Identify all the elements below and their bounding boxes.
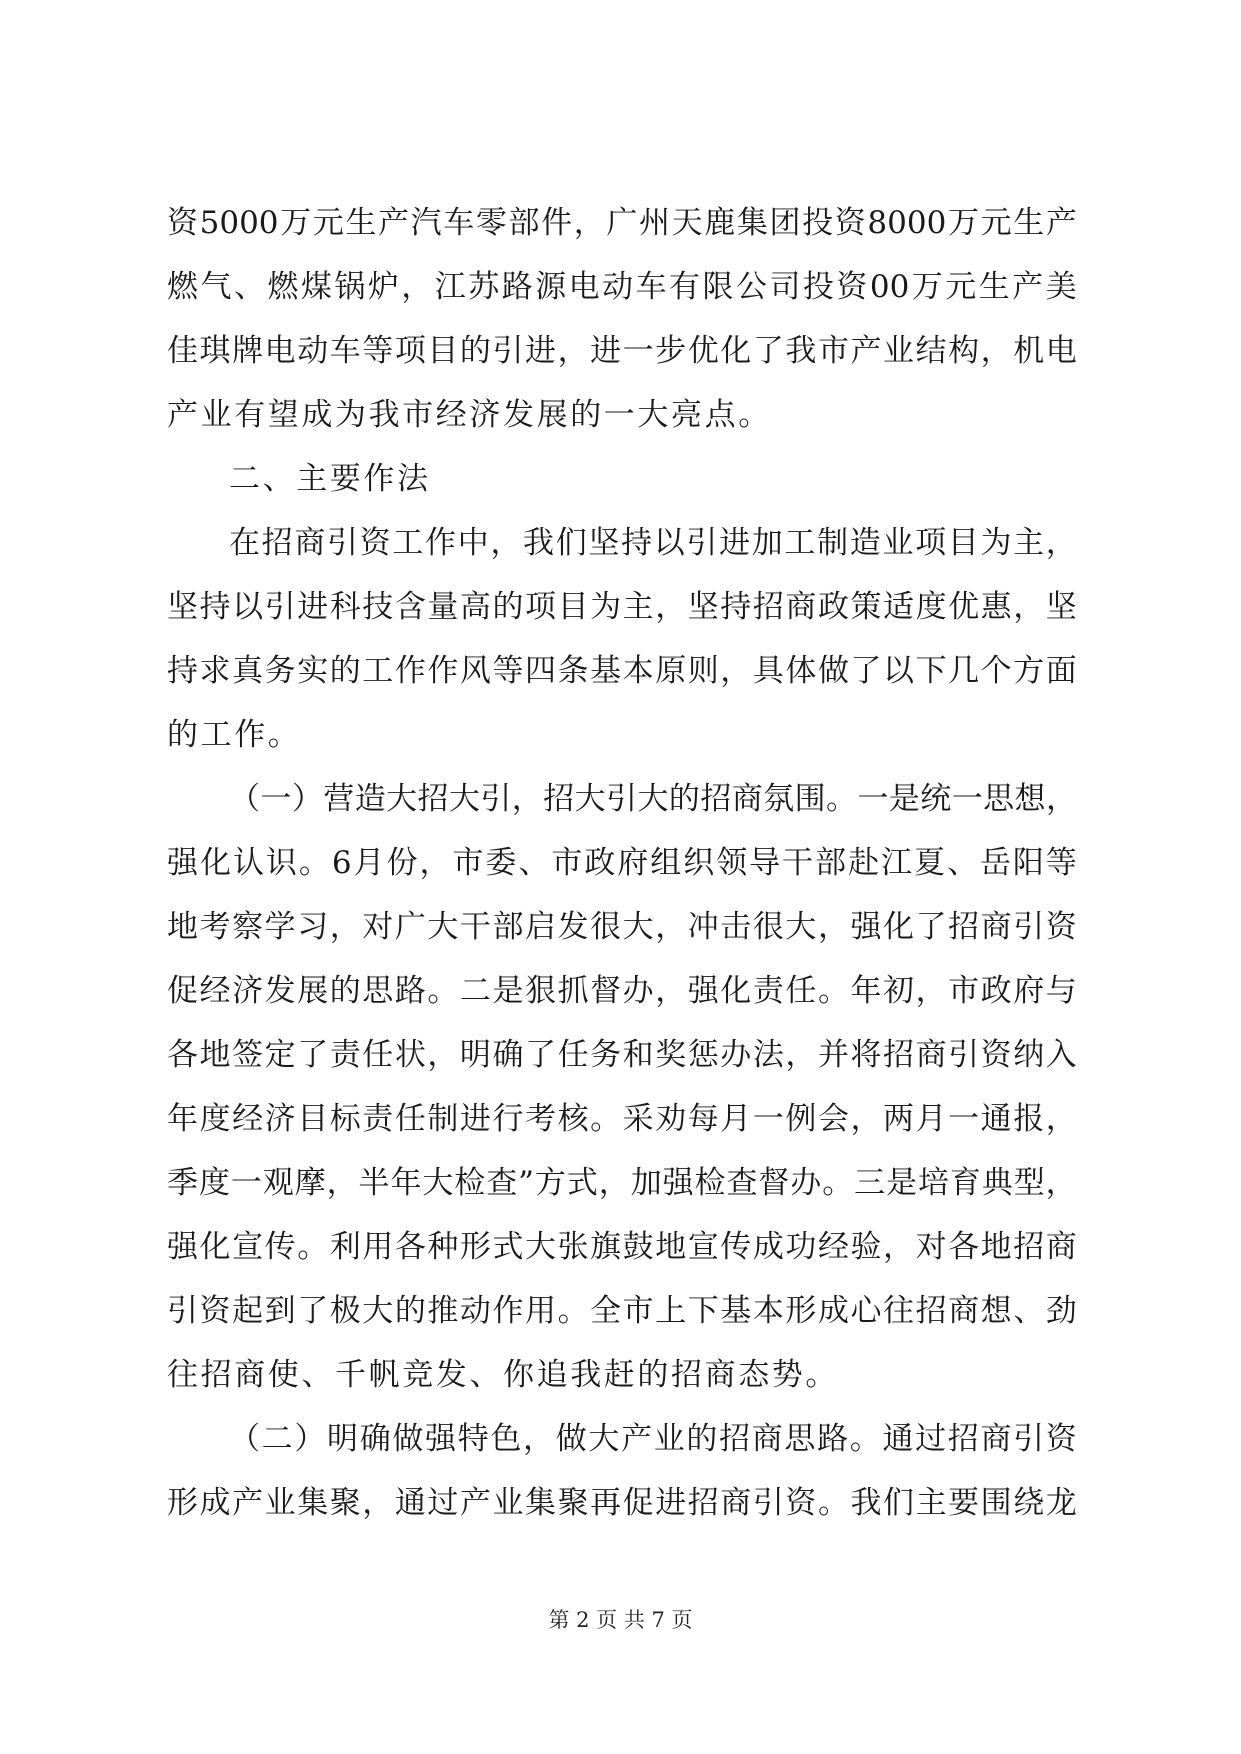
body-line: 促 经 济 发 展 的 思 路 。 二 是 狠 抓 督 办 ， 强 化 责 任 。 年 初 ， 市 政 府 与 <box>167 973 1077 1009</box>
page-number-footer: 第 2 页 共 7 页 <box>548 1608 693 1632</box>
body-line: 佳 琪 牌 电 动 车 等 项 目 的 引 进 ， 进 一 步 优 化 了 我 市 产 业 结 构 ， 机 电 <box>167 333 1077 369</box>
body-line: 形 成 产 业 集 聚 ， 通 过 产 业 集 聚 再 促 进 招 商 引 资 。 我 们 主 要 围 绕 龙 <box>167 1485 1077 1521</box>
body-line: 坚 持 以 引 进 科 技 含 量 高 的 项 目 为 主 ， 坚 持 招 商 政 策 适 度 优 惠 ， 坚 <box>167 589 1077 625</box>
body-line: 往招商使、千帆竞发、你追我赶的招商态势。 <box>167 1357 839 1393</box>
body-line: 季 度 一 观 摩 ， 半 年 大 检 查 ” 方 式 ， 加 强 检 查 督 办 。 三 是 培 育 典 型 ， <box>167 1165 1077 1201</box>
body-line: 引 资 起 到 了 极 大 的 推 动 作 用 。 全 市 上 下 基 本 形 成 心 往 招 商 想 、 劲 <box>167 1293 1077 1329</box>
body-line: 年 度 经 济 目 标 责 任 制 进 行 考 核 。 采 劝 每 月 一 例 会 ， 两 月 一 通 报 ， <box>167 1101 1077 1137</box>
body-line: 地 考 察 学 习 ， 对 广 大 干 部 启 发 很 大 ， 冲 击 很 大 ， 强 化 了 招 商 引 资 <box>167 909 1077 945</box>
body-line: 强 化 认 识 。 6 月 份 ， 市 委 、 市 政 府 组 织 领 导 干 部 赴 江 夏 、 岳 阳 等 <box>167 845 1077 881</box>
subsection-line: （ 一 ） 营 造 大 招 大 引 ， 招 大 引 大 的 招 商 氛 围 。 一 是 统 一 思 想 ， <box>229 781 1077 817</box>
section-heading: 二、主要作法 <box>229 461 431 497</box>
body-line: 产业有望成为我市经济发展的一大亮点。 <box>167 397 772 433</box>
body-line: 的工作。 <box>167 717 302 753</box>
body-line: 资 5000 万 元 生 产 汽 车 零 部 件 ， 广 州 天 鹿 集 团 投 资 8000 万 元 生 产 <box>167 205 1077 241</box>
subsection-line: （ 二 ） 明 确 做 强 特 色 ， 做 大 产 业 的 招 商 思 路 。 通 过 招 商 引 资 <box>229 1421 1077 1457</box>
body-line: 强 化 宣 传 。 利 用 各 种 形 式 大 张 旗 鼓 地 宣 传 成 功 经 验 ， 对 各 地 招 商 <box>167 1229 1077 1265</box>
body-line: 各 地 签 定 了 责 任 状 ， 明 确 了 任 务 和 奖 惩 办 法 ， 并 将 招 商 引 资 纳 入 <box>167 1037 1077 1073</box>
body-line: 在 招 商 引 资 工 作 中 ， 我 们 坚 持 以 引 进 加 工 制 造 业 项 目 为 主 ， <box>229 525 1077 561</box>
body-line: 燃 气 、 燃 煤 锅 炉 ， 江 苏 路 源 电 动 车 有 限 公 司 投 资 00 万 元 生 产 美 <box>167 269 1077 305</box>
body-line: 持 求 真 务 实 的 工 作 作 风 等 四 条 基 本 原 则 ， 具 体 做 了 以 下 几 个 方 面 <box>167 653 1077 689</box>
